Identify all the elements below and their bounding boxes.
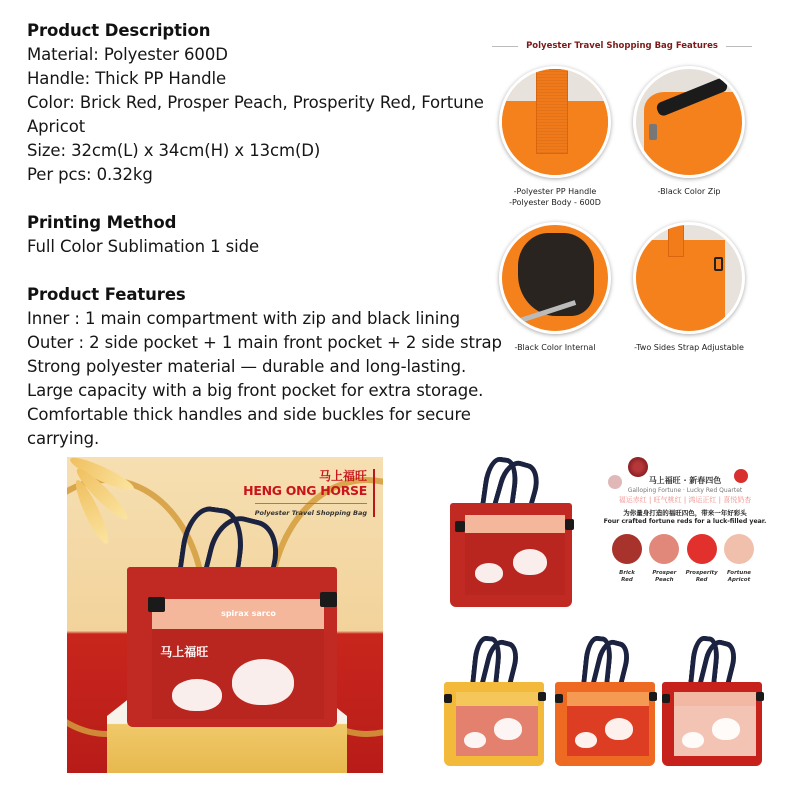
- section-printing-method: [27, 211, 507, 259]
- divider: [492, 46, 518, 47]
- color-dot: [612, 534, 642, 564]
- bag-brick-red: [127, 507, 337, 727]
- feature-line: Inner : 1 main compartment with zip and black lining: [27, 309, 460, 328]
- feature-caption: [658, 186, 721, 197]
- bag-variant-prosperity-red: [662, 636, 762, 766]
- color-dot: [649, 534, 679, 564]
- features-title: [488, 36, 756, 56]
- spec-handle: Handle: Thick PP Handle: [27, 69, 227, 88]
- color-swatches: [610, 534, 756, 584]
- bag-print-cn: 马上福旺: [160, 645, 209, 659]
- caption-line: -Black Color Internal: [514, 343, 596, 352]
- feature-handle: [488, 66, 622, 208]
- bag-variant-brick-red: [450, 457, 572, 607]
- quartet-title-cn: 马上福旺 · 新春四色: [648, 476, 722, 485]
- poster-subtitle: Polyester Travel Shopping Bag: [254, 509, 367, 517]
- caption-line: -Polyester PP Handle: [513, 187, 597, 196]
- section-heading: Printing Method: [27, 213, 177, 232]
- feature-line: carrying.: [27, 429, 100, 448]
- zip-closeup-image: [633, 66, 745, 178]
- quartet-title-en: Galloping Fortune · Lucky Red Quartet: [627, 487, 743, 494]
- quartet-names-cn: 福运赤红 | 旺气桃红 | 鸿运正红 | 喜悦奶杏: [618, 496, 752, 504]
- feature-lining: [488, 222, 622, 353]
- section-product-features: [27, 283, 507, 451]
- feature-line: Outer : 2 side pocket + 1 main front pocket + 2 side strap: [27, 333, 502, 352]
- features-panel: [488, 36, 756, 366]
- caption-line: -Polyester Body - 600D: [509, 198, 601, 207]
- feature-caption: [634, 342, 744, 353]
- quartet-tagline-en: Four crafted fortune reds for a luck-filled year.: [603, 518, 767, 525]
- caption-line: -Two Sides Strap Adjustable: [634, 343, 744, 352]
- poster-title-cn: 马上福旺: [318, 469, 367, 483]
- color-dot: [687, 534, 717, 564]
- feature-strap: [622, 222, 756, 353]
- handle-closeup-image: [499, 66, 611, 178]
- section-product-description: [27, 19, 507, 187]
- product-description: [27, 19, 507, 475]
- bag-variant-prosper-orange: [555, 636, 655, 766]
- swatch-fortune-apricot: [722, 534, 756, 584]
- section-heading: Product Features: [27, 285, 186, 304]
- bag-variant-fortune-apricot: [444, 636, 544, 766]
- swatch-label: Brick Red: [619, 570, 635, 583]
- color-dot: [724, 534, 754, 564]
- feature-caption: [514, 342, 595, 353]
- product-poster-image: [67, 457, 383, 773]
- color-quartet-panel: [600, 455, 790, 585]
- feature-caption: [509, 186, 601, 208]
- quartet-tagline-cn: 为你量身打造的福旺四色，带来一年好彩头: [623, 509, 747, 517]
- printing-method-value: Full Color Sublimation 1 side: [27, 237, 260, 256]
- spec-material: Material: Polyester 600D: [27, 45, 228, 64]
- swatch-label: Fortune Apricot: [726, 570, 751, 583]
- lining-closeup-image: [499, 222, 611, 334]
- horse-illustration: [172, 679, 222, 711]
- feature-zip: [622, 66, 756, 208]
- horse-illustration: [232, 659, 294, 705]
- feature-line: Strong polyester material — durable and long-lasting.: [27, 357, 467, 376]
- swatch-brick-red: [610, 534, 644, 584]
- spec-color-cont: Apricot: [27, 117, 86, 136]
- spec-weight: Per pcs: 0.32kg: [27, 165, 153, 184]
- spec-size: Size: 32cm(L) x 34cm(H) x 13cm(D): [27, 141, 321, 160]
- swatch-prosper-peach: [647, 534, 681, 584]
- features-title-text: Polyester Travel Shopping Bag Features: [526, 41, 718, 51]
- feature-line: Comfortable thick handles and side buckles for secure: [27, 405, 471, 424]
- caption-line: -Black Color Zip: [657, 187, 721, 196]
- strap-closeup-image: [633, 222, 745, 334]
- section-heading: Product Description: [27, 21, 211, 40]
- swatch-label: Prosper Peach: [652, 570, 677, 583]
- divider: [726, 46, 752, 47]
- swatch-label: Prosperity Red: [685, 570, 718, 583]
- spec-color: Color: Brick Red, Prosper Peach, Prosperity Red, Fortune: [27, 93, 484, 112]
- bag-brand-logo: spirax sarco: [221, 609, 276, 618]
- swatch-prosperity-red: [685, 534, 719, 584]
- poster-title-en: HENG ONG HORSE: [243, 483, 367, 498]
- feature-line: Large capacity with a big front pocket for extra storage.: [27, 381, 484, 400]
